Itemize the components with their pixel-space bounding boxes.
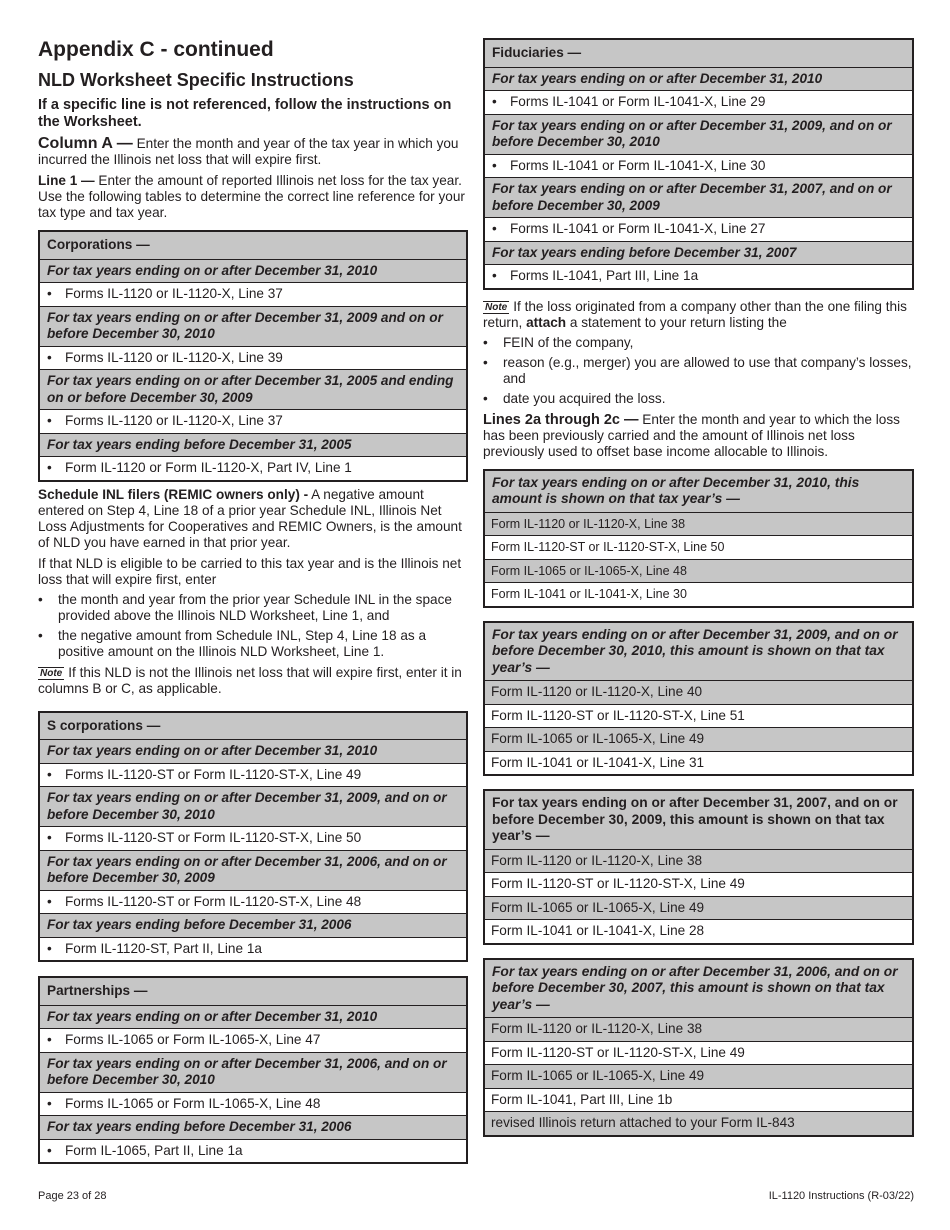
form-line-row: Form IL-1120 or IL-1120-X, Line 38	[485, 849, 912, 873]
form-line-row: Form IL-1120 or IL-1120-X, Line 40	[485, 680, 912, 704]
period-row: For tax years ending before December 31, 2005	[40, 433, 466, 457]
note-text-2: a statement to your return listing the	[566, 314, 787, 330]
period-row: For tax years ending before December 31, 2007	[485, 241, 912, 265]
column-a-lead: Column A —	[38, 135, 133, 152]
period-row: For tax years ending on or after December 31, 2010	[40, 1005, 466, 1029]
form-line-row: revised Illinois return attached to your Form IL-843	[485, 1111, 912, 1135]
note-paragraph-right	[483, 299, 914, 331]
right-column	[483, 38, 914, 1137]
table-header: Partnerships —	[40, 978, 466, 1005]
s-corporations-table	[38, 711, 468, 963]
column-a-text: Enter the month and year of the tax year in which you incurred the Illinois net loss that will expire first.	[38, 136, 459, 167]
note-icon: Note	[485, 301, 508, 313]
form-line-row: Form IL-1120 or IL-1120-X, Line 38	[485, 512, 912, 536]
line-reference-row: • Forms IL-1120-ST or Form IL-1120-ST-X, Line 50	[40, 826, 466, 850]
note-icon: Note	[40, 667, 63, 679]
lines2-text: Enter the month and year to which the loss has been previously carried and the amount of Illinois net loss previously used to offset base income allocable to Illinois.	[483, 411, 900, 459]
bullet-item: • the negative amount from Schedule INL, Step 4, Line 18 as a positive amount on the Illinois NLD Worksheet, Line 1.	[38, 628, 468, 660]
line-reference-row: • Forms IL-1120 or IL-1120-X, Line 39	[40, 346, 466, 370]
form-line-row: Form IL-1065 or IL-1065-X, Line 49	[485, 1064, 912, 1088]
form-line-row: Form IL-1065 or IL-1065-X, Line 48	[485, 559, 912, 583]
note-bullets	[483, 335, 914, 407]
table-header: For tax years ending on or after December 31, 2010, this amount is shown on that tax year’s —	[485, 471, 912, 512]
note-text: If this NLD is not the Illinois net loss that will expire first, enter it in columns B or C, as applicable.	[38, 664, 462, 696]
form-line-row: Form IL-1120-ST or IL-1120-ST-X, Line 49	[485, 1041, 912, 1065]
table-header: For tax years ending on or after December 31, 2009, and on or before December 30, 2010, this amount is shown on that tax year’s —	[485, 623, 912, 681]
line-reference-row: • Forms IL-1120 or IL-1120-X, Line 37	[40, 282, 466, 306]
line-reference-row: • Forms IL-1041 or Form IL-1041-X, Line 30	[485, 154, 912, 178]
partnerships-table	[38, 976, 468, 1164]
carryover-table-2006	[483, 958, 914, 1137]
inl-lead: Schedule INL filers (REMIC owners only) -	[38, 486, 309, 502]
line-reference-row: • Forms IL-1065 or Form IL-1065-X, Line 48	[40, 1092, 466, 1116]
line-reference-row: • Form IL-1120 or Form IL-1120-X, Part IV, Line 1	[40, 456, 466, 480]
note-paragraph	[38, 665, 468, 697]
column-a-paragraph	[38, 136, 468, 168]
line1-text: Enter the amount of reported Illinois net loss for the tax year. Use the following tables to determine the correct line reference for your tax type and tax year.	[38, 173, 465, 220]
period-row: For tax years ending on or after December 31, 2005 and ending on or before December 30, 2009	[40, 369, 466, 409]
form-line-row: Form IL-1041 or IL-1041-X, Line 30	[485, 582, 912, 606]
line-reference-row: • Form IL-1065, Part II, Line 1a	[40, 1139, 466, 1163]
form-line-row: Form IL-1120-ST or IL-1120-ST-X, Line 50	[485, 535, 912, 559]
line1-lead: Line 1 —	[38, 173, 95, 188]
period-row: For tax years ending on or after December 31, 2006, and on or before December 30, 2010	[40, 1052, 466, 1092]
line1-paragraph	[38, 173, 468, 221]
inl-text: A negative amount entered on Step 4, Line 18 of a prior year Schedule INL, Illinois Net Loss Adjustments for Cooperatives and REMIC Owners, is the amount of NLD you have earned in that prior year.	[38, 486, 462, 550]
bullet-item: • reason (e.g., merger) you are allowed to use that company’s losses, and	[483, 355, 914, 387]
line-reference-row: • Forms IL-1065 or Form IL-1065-X, Line 47	[40, 1028, 466, 1052]
form-line-row: Form IL-1120 or IL-1120-X, Line 38	[485, 1017, 912, 1041]
period-row: For tax years ending on or after December 31, 2009 and on or before December 30, 2010	[40, 306, 466, 346]
page-title: Appendix C - continued	[38, 38, 274, 61]
lines2-lead: Lines 2a through 2c —	[483, 411, 639, 428]
fiduciaries-table	[483, 38, 914, 290]
period-row: For tax years ending before December 31, 2006	[40, 1115, 466, 1139]
form-line-row: Form IL-1065 or IL-1065-X, Line 49	[485, 727, 912, 751]
inl-bullets	[38, 592, 468, 660]
page-number: Page 23 of 28	[38, 1190, 107, 1202]
lines2-paragraph	[483, 412, 914, 460]
section-title: NLD Worksheet Specific Instructions	[38, 70, 354, 90]
period-row: For tax years ending before December 31, 2006	[40, 913, 466, 937]
note-text-1: If the loss originated from a company other than the one filing this return,	[483, 298, 907, 330]
corporations-table	[38, 230, 468, 482]
table-header: For tax years ending on or after December 31, 2007, and on or before December 30, 2009, this amount is shown on that tax year’s —	[485, 791, 912, 849]
line-reference-row: • Forms IL-1120-ST or Form IL-1120-ST-X, Line 48	[40, 890, 466, 914]
period-row: For tax years ending on or after December 31, 2010	[40, 259, 466, 283]
table-header: Corporations —	[40, 232, 466, 259]
table-header: S corporations —	[40, 713, 466, 740]
line-reference-row: • Forms IL-1041, Part III, Line 1a	[485, 264, 912, 288]
bullet-item: • the month and year from the prior year Schedule INL in the space provided above the Illinois NLD Worksheet, Line 1, and	[38, 592, 468, 624]
period-row: For tax years ending on or after December 31, 2009, and on or before December 30, 2010	[485, 114, 912, 154]
line-reference-row: • Forms IL-1041 or Form IL-1041-X, Line 29	[485, 90, 912, 114]
bullet-item: • FEIN of the company,	[483, 335, 914, 351]
period-row: For tax years ending on or after December 31, 2010	[485, 67, 912, 91]
line-reference-row: • Forms IL-1120 or IL-1120-X, Line 37	[40, 409, 466, 433]
period-row: For tax years ending on or after December 31, 2010	[40, 739, 466, 763]
carryover-table-2007	[483, 789, 914, 945]
form-id: IL-1120 Instructions (R-03/22)	[768, 1190, 914, 1202]
instruction-note: If a specific line is not referenced, follow the instructions on the Worksheet.	[38, 97, 452, 130]
note-attach: attach	[526, 314, 567, 330]
line-reference-row: • Form IL-1120-ST, Part II, Line 1a	[40, 937, 466, 961]
form-line-row: Form IL-1041 or IL-1041-X, Line 28	[485, 919, 912, 943]
period-row: For tax years ending on or after December 31, 2006, and on or before December 30, 2009	[40, 850, 466, 890]
inl-paragraph-2: If that NLD is eligible to be carried to this tax year and is the Illinois net loss that will expire first, enter	[38, 555, 462, 587]
table-header: Fiduciaries —	[485, 40, 912, 67]
line-reference-row: • Forms IL-1041 or Form IL-1041-X, Line 27	[485, 217, 912, 241]
form-line-row: Form IL-1120-ST or IL-1120-ST-X, Line 51	[485, 704, 912, 728]
period-row: For tax years ending on or after December 31, 2007, and on or before December 30, 2009	[485, 177, 912, 217]
form-line-row: Form IL-1120-ST or IL-1120-ST-X, Line 49	[485, 872, 912, 896]
left-column	[38, 38, 468, 1164]
form-line-row: Form IL-1065 or IL-1065-X, Line 49	[485, 896, 912, 920]
carryover-table-2009	[483, 621, 914, 777]
line-reference-row: • Forms IL-1120-ST or Form IL-1120-ST-X, Line 49	[40, 763, 466, 787]
inl-paragraph	[38, 487, 468, 551]
period-row: For tax years ending on or after December 31, 2009, and on or before December 30, 2010	[40, 786, 466, 826]
form-line-row: Form IL-1041, Part III, Line 1b	[485, 1088, 912, 1112]
table-header: For tax years ending on or after December 31, 2006, and on or before December 30, 2007, this amount is shown on that tax year’s —	[485, 960, 912, 1018]
form-line-row: Form IL-1041 or IL-1041-X, Line 31	[485, 751, 912, 775]
bullet-item: • date you acquired the loss.	[483, 391, 914, 407]
carryover-table-2010	[483, 469, 914, 608]
